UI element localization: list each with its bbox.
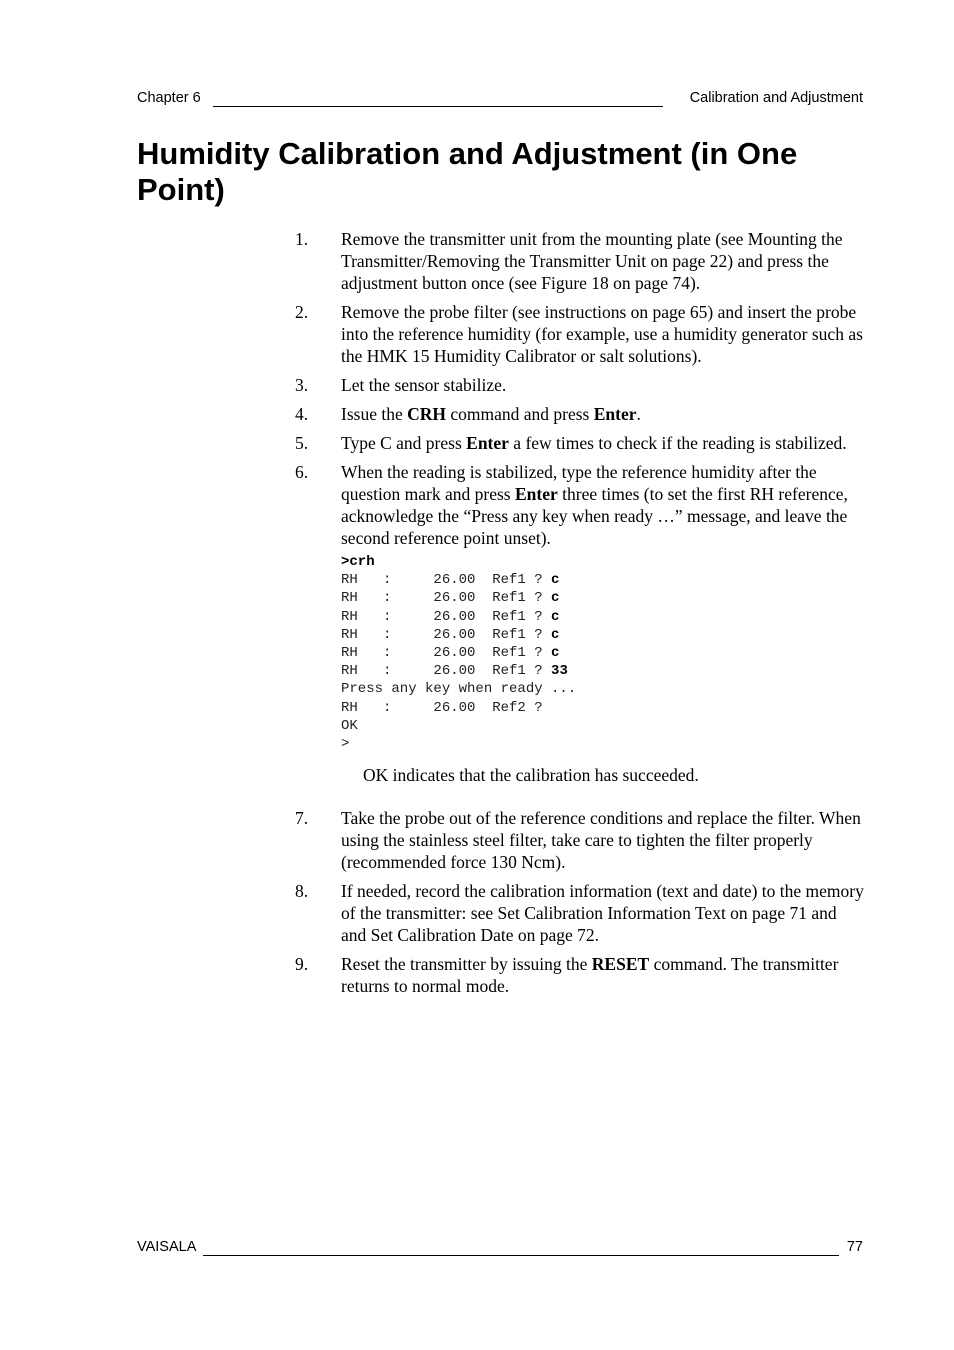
step-3 [295, 374, 865, 396]
terminal-line: RH : 26.00 Ref1 ? c [341, 590, 560, 607]
text-run: Reset the transmitter by issuing the [341, 954, 592, 975]
step-number: 8. [295, 881, 309, 902]
chapter-label: Chapter 6 [137, 90, 201, 106]
success-note: OK indicates that the calibration has succeeded. [363, 765, 699, 786]
step-number: 9. [295, 954, 309, 975]
user-input: c [551, 572, 560, 589]
enter-keyword: Enter [593, 404, 637, 424]
step-number: 7. [295, 808, 309, 829]
terminal-prompt: > [341, 736, 350, 753]
company-name: VAISALA [137, 1239, 197, 1255]
terminal-line: RH : 26.00 Ref1 ? 33 [341, 663, 568, 680]
step-8 [295, 880, 865, 946]
procedure-steps [295, 228, 865, 1004]
text-run: Issue the [341, 404, 408, 424]
terminal-line: OK [341, 717, 358, 734]
user-input: c [551, 626, 560, 643]
enter-keyword: Enter [515, 484, 558, 504]
step-9 [295, 953, 865, 997]
terminal-command: >crh [341, 554, 375, 570]
step-text: Remove the probe filter (see instructions on page 65) and insert the probe into the reference humidity (for example, use a humidity generator such as the HMK 15 Humidity Calibrator or salt solutions). [341, 302, 863, 366]
footer-rule [203, 1255, 839, 1256]
step-5 [295, 432, 865, 454]
terminal-line: RH : 26.00 Ref1 ? c [341, 626, 560, 643]
header-rule [213, 106, 663, 107]
step-text: Let the sensor stabilize. [341, 375, 507, 395]
reset-keyword: RESET [591, 954, 650, 975]
step-number: 4. [295, 404, 309, 424]
text-run: a few times to check if the reading is stabilized. [508, 433, 847, 453]
text-run: . [636, 404, 641, 424]
step-number: 2. [295, 302, 309, 322]
terminal-line: RH : 26.00 Ref2 ? [341, 699, 543, 716]
terminal-line: RH : 26.00 Ref1 ? c [341, 608, 560, 625]
terminal-output [341, 553, 865, 753]
step-number: 5. [295, 433, 309, 453]
user-input: c [551, 608, 560, 625]
step-number: 6. [295, 462, 309, 482]
section-label: Calibration and Adjustment [689, 90, 863, 106]
step-text [341, 403, 865, 425]
terminal-line: RH : 26.00 Ref1 ? c [341, 645, 560, 662]
page-footer [137, 1239, 863, 1259]
crh-keyword: CRH [407, 404, 446, 424]
step-6 [295, 461, 865, 786]
step-text: Take the probe out of the reference conditions and replace the filter. When using the stainless steel filter, take care to tighten the filter properly (recommended force 130 Ncm). [341, 808, 861, 873]
user-input: c [551, 645, 560, 662]
step-7 [295, 807, 865, 873]
page-number: 77 [846, 1239, 863, 1255]
step-text [341, 432, 865, 454]
user-input: c [551, 590, 560, 607]
step-number: 1. [295, 229, 309, 249]
step-1 [295, 228, 865, 294]
text-run: command and press [446, 404, 594, 424]
step-number: 3. [295, 375, 309, 395]
step-text: Remove the transmitter unit from the mounting plate (see Mounting the Transmitter/Removing the Transmitter Unit on page 22) and press the adjustment button once (see Figure 18 on page 74). [341, 229, 843, 293]
step-text: If needed, record the calibration information (text and date) to the memory of the transmitter: see Set Calibration Information Text on page 71 and and Set Calibration Date on page 72. [341, 881, 864, 946]
page-title: Humidity Calibration and Adjustment (in One Point) [137, 136, 798, 207]
user-input: 33 [551, 663, 568, 680]
text-run: three times (to set the first RH reference, acknowledge the “Press any key when ready …” message, and leave the second reference point unset). [341, 484, 848, 548]
text-run: command. The transmitter returns to normal mode. [341, 954, 839, 997]
terminal-line: RH : 26.00 Ref1 ? c [341, 572, 560, 589]
page-header [137, 90, 863, 110]
terminal-line: Press any key when ready ... [341, 681, 577, 698]
step-4 [295, 403, 865, 425]
text-run: Type C and press [341, 433, 467, 453]
step-text [341, 953, 865, 997]
step-2 [295, 301, 865, 367]
enter-keyword: Enter [466, 433, 509, 453]
text-run: When the reading is stabilized, type the reference humidity after the question mark and press [341, 462, 817, 504]
step-text [341, 461, 865, 549]
